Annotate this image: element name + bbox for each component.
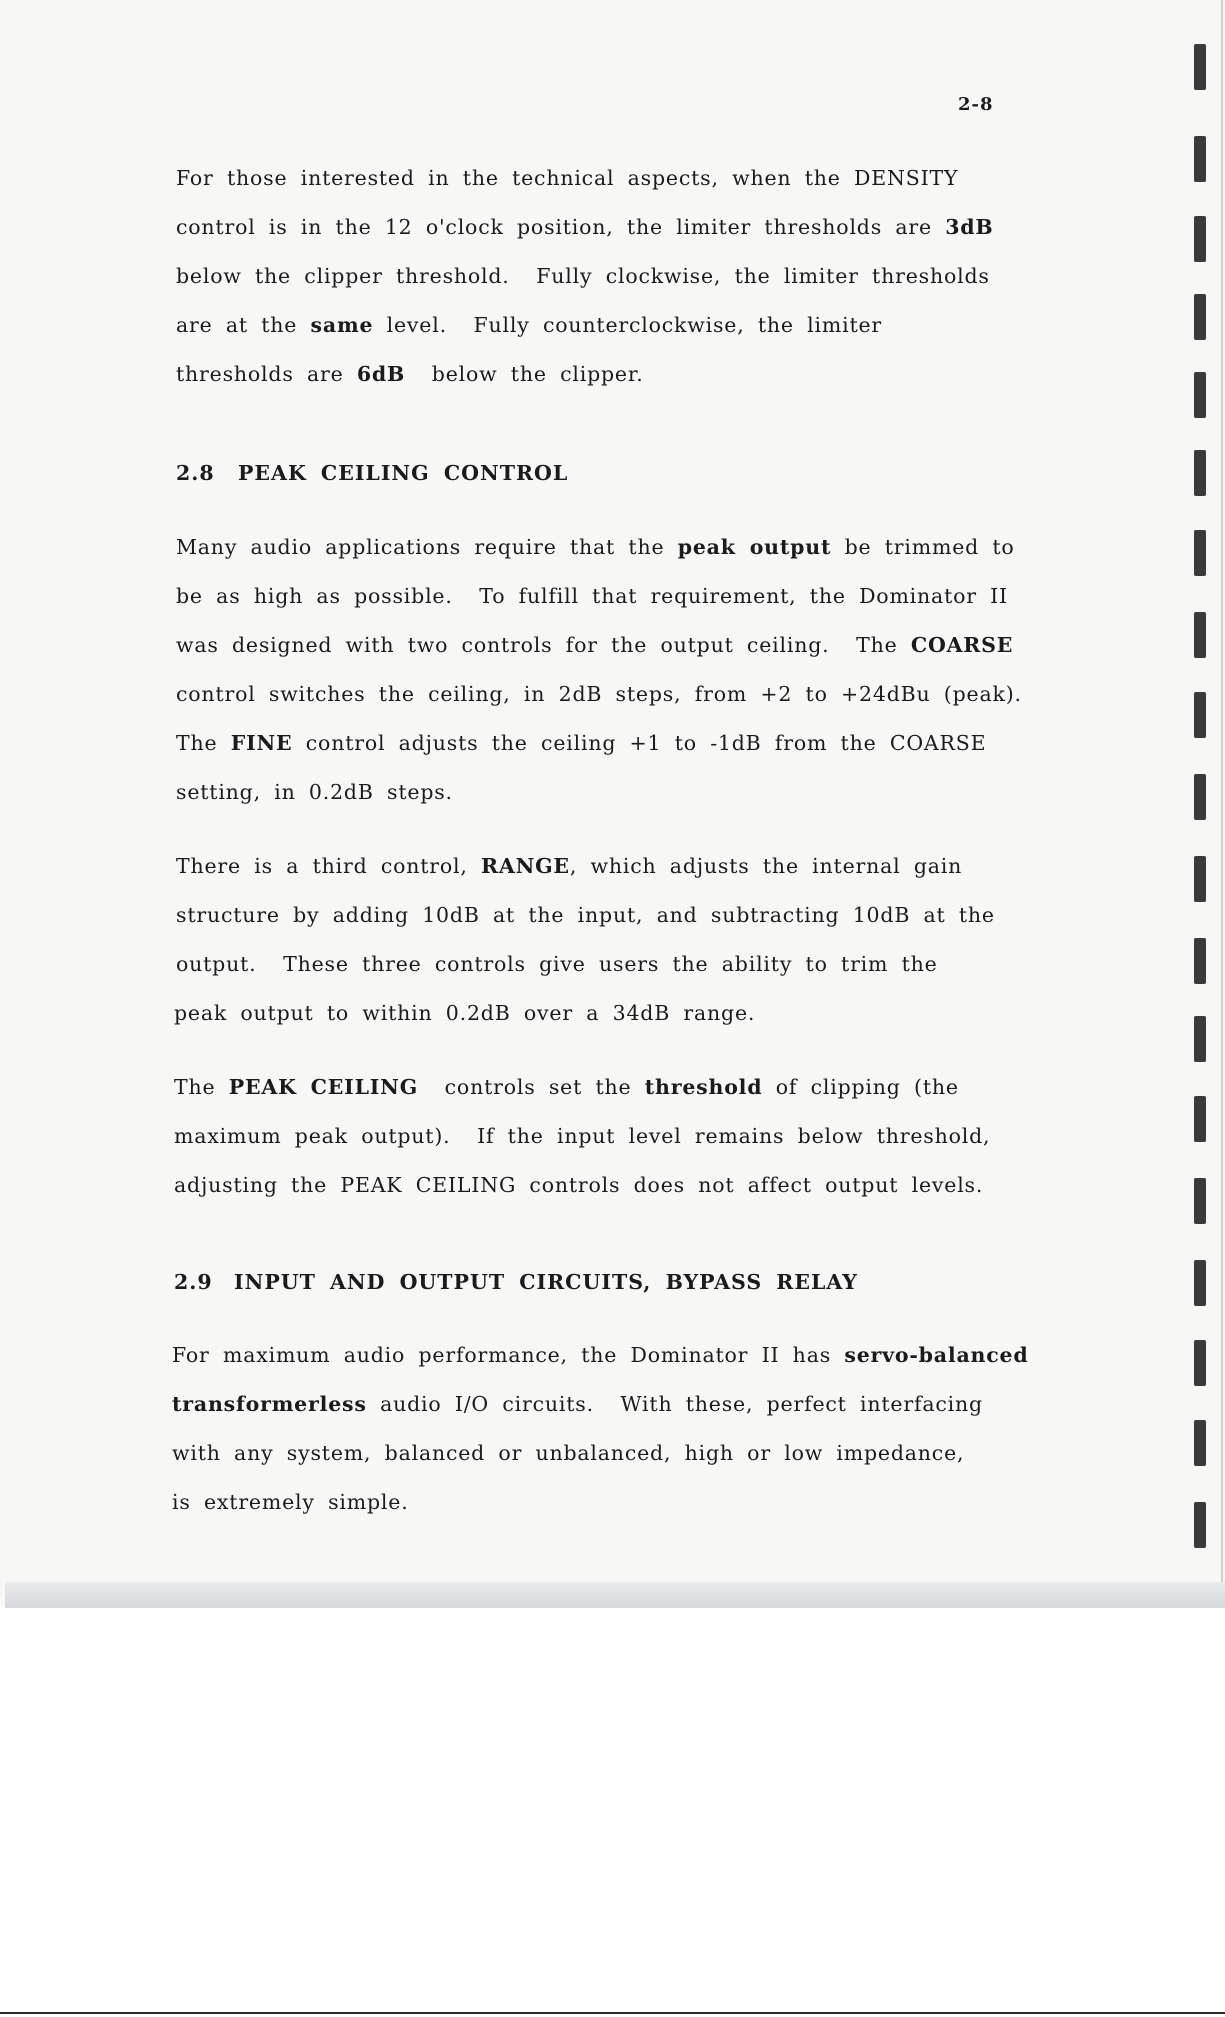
binder-mark: [1194, 1096, 1206, 1142]
bold-term: FINE: [230, 731, 293, 755]
paragraph-line: Many audio applications require that the peak output be trimmed to: [176, 535, 1015, 559]
bold-term: 6dB: [356, 362, 406, 386]
blank-area: [0, 1608, 1225, 2017]
paragraph-line: setting, in 0.2dB steps.: [176, 780, 453, 804]
page-right-edge: [1221, 0, 1223, 1600]
paragraph-line: peak output to within 0.2dB over a 34dB range.: [174, 1001, 756, 1025]
binder-mark: [1194, 1420, 1206, 1466]
binder-mark: [1194, 612, 1206, 658]
binder-mark: [1194, 372, 1206, 418]
section-heading: INPUT AND OUTPUT CIRCUITS, BYPASS RELAY: [234, 1270, 858, 1294]
binder-mark: [1194, 44, 1206, 90]
binder-mark: [1194, 450, 1206, 496]
paragraph-line: For maximum audio performance, the Dominator II has servo-balanced: [172, 1343, 1029, 1367]
binder-mark: [1194, 530, 1206, 576]
bold-term: servo-balanced: [844, 1343, 1029, 1367]
section-heading: PEAK CEILING CONTROL: [238, 461, 569, 485]
page-number: 2-8: [958, 94, 994, 115]
paragraph-line: There is a third control, RANGE, which adjusts the internal gain: [176, 854, 963, 878]
paragraph-line: For those interested in the technical aspects, when the DENSITY: [176, 166, 959, 190]
binder-mark: [1194, 774, 1206, 820]
binder-mark: [1194, 938, 1206, 984]
paragraph-line: with any system, balanced or unbalanced, high or low impedance,: [172, 1441, 965, 1465]
bold-term: same: [310, 313, 374, 337]
paragraph-line: structure by adding 10dB at the input, and subtracting 10dB at the: [176, 903, 995, 927]
binder-mark: [1194, 136, 1206, 182]
paragraph-line: output. These three controls give users the ability to trim the: [176, 952, 938, 976]
bold-term: PEAK CEILING: [228, 1075, 419, 1099]
paragraph-line: The FINE control adjusts the ceiling +1 to -1dB from the COARSE: [176, 731, 987, 755]
paragraph-line: control is in the 12 o'clock position, the limiter thresholds are 3dB: [176, 215, 994, 239]
paragraph-line: transformerless audio I/O circuits. With these, perfect interfacing: [172, 1392, 983, 1416]
page-bottom-edge: [5, 1582, 1225, 1608]
binder-mark: [1194, 294, 1206, 340]
section-number: 2.9: [174, 1270, 213, 1294]
bold-term: 3dB: [945, 215, 994, 239]
paragraph-line: are at the same level. Fully counterclockwise, the limiter: [176, 313, 883, 337]
binder-mark: [1194, 1340, 1206, 1386]
binder-mark: [1194, 1016, 1206, 1062]
paragraph-line: is extremely simple.: [172, 1490, 409, 1514]
binder-mark: [1194, 216, 1206, 262]
paragraph-line: maximum peak output). If the input level remains below threshold,: [174, 1124, 991, 1148]
bold-term: transformerless: [172, 1392, 367, 1416]
bold-term: threshold: [644, 1075, 763, 1099]
binder-mark: [1194, 856, 1206, 902]
bottom-rule: [0, 2012, 1225, 2014]
binder-mark: [1194, 1260, 1206, 1306]
bold-term: COARSE: [910, 633, 1014, 657]
paragraph-line: control switches the ceiling, in 2dB steps, from +2 to +24dBu (peak).: [176, 682, 1022, 706]
paragraph-line: was designed with two controls for the output ceiling. The COARSE: [176, 633, 1014, 657]
binder-mark: [1194, 1502, 1206, 1548]
binder-mark: [1194, 692, 1206, 738]
paragraph-line: below the clipper threshold. Fully clockwise, the limiter thresholds: [176, 264, 990, 288]
bold-term: peak output: [677, 535, 832, 559]
section-number: 2.8: [176, 461, 215, 485]
binder-mark: [1194, 1178, 1206, 1224]
paragraph-line: The PEAK CEILING controls set the threshold of clipping (the: [174, 1075, 959, 1099]
paragraph-line: thresholds are 6dB below the clipper.: [176, 362, 644, 386]
bold-term: RANGE: [481, 854, 570, 878]
paragraph-line: adjusting the PEAK CEILING controls does not affect output levels.: [174, 1173, 984, 1197]
paragraph-line: be as high as possible. To fulfill that requirement, the Dominator II: [176, 584, 1008, 608]
